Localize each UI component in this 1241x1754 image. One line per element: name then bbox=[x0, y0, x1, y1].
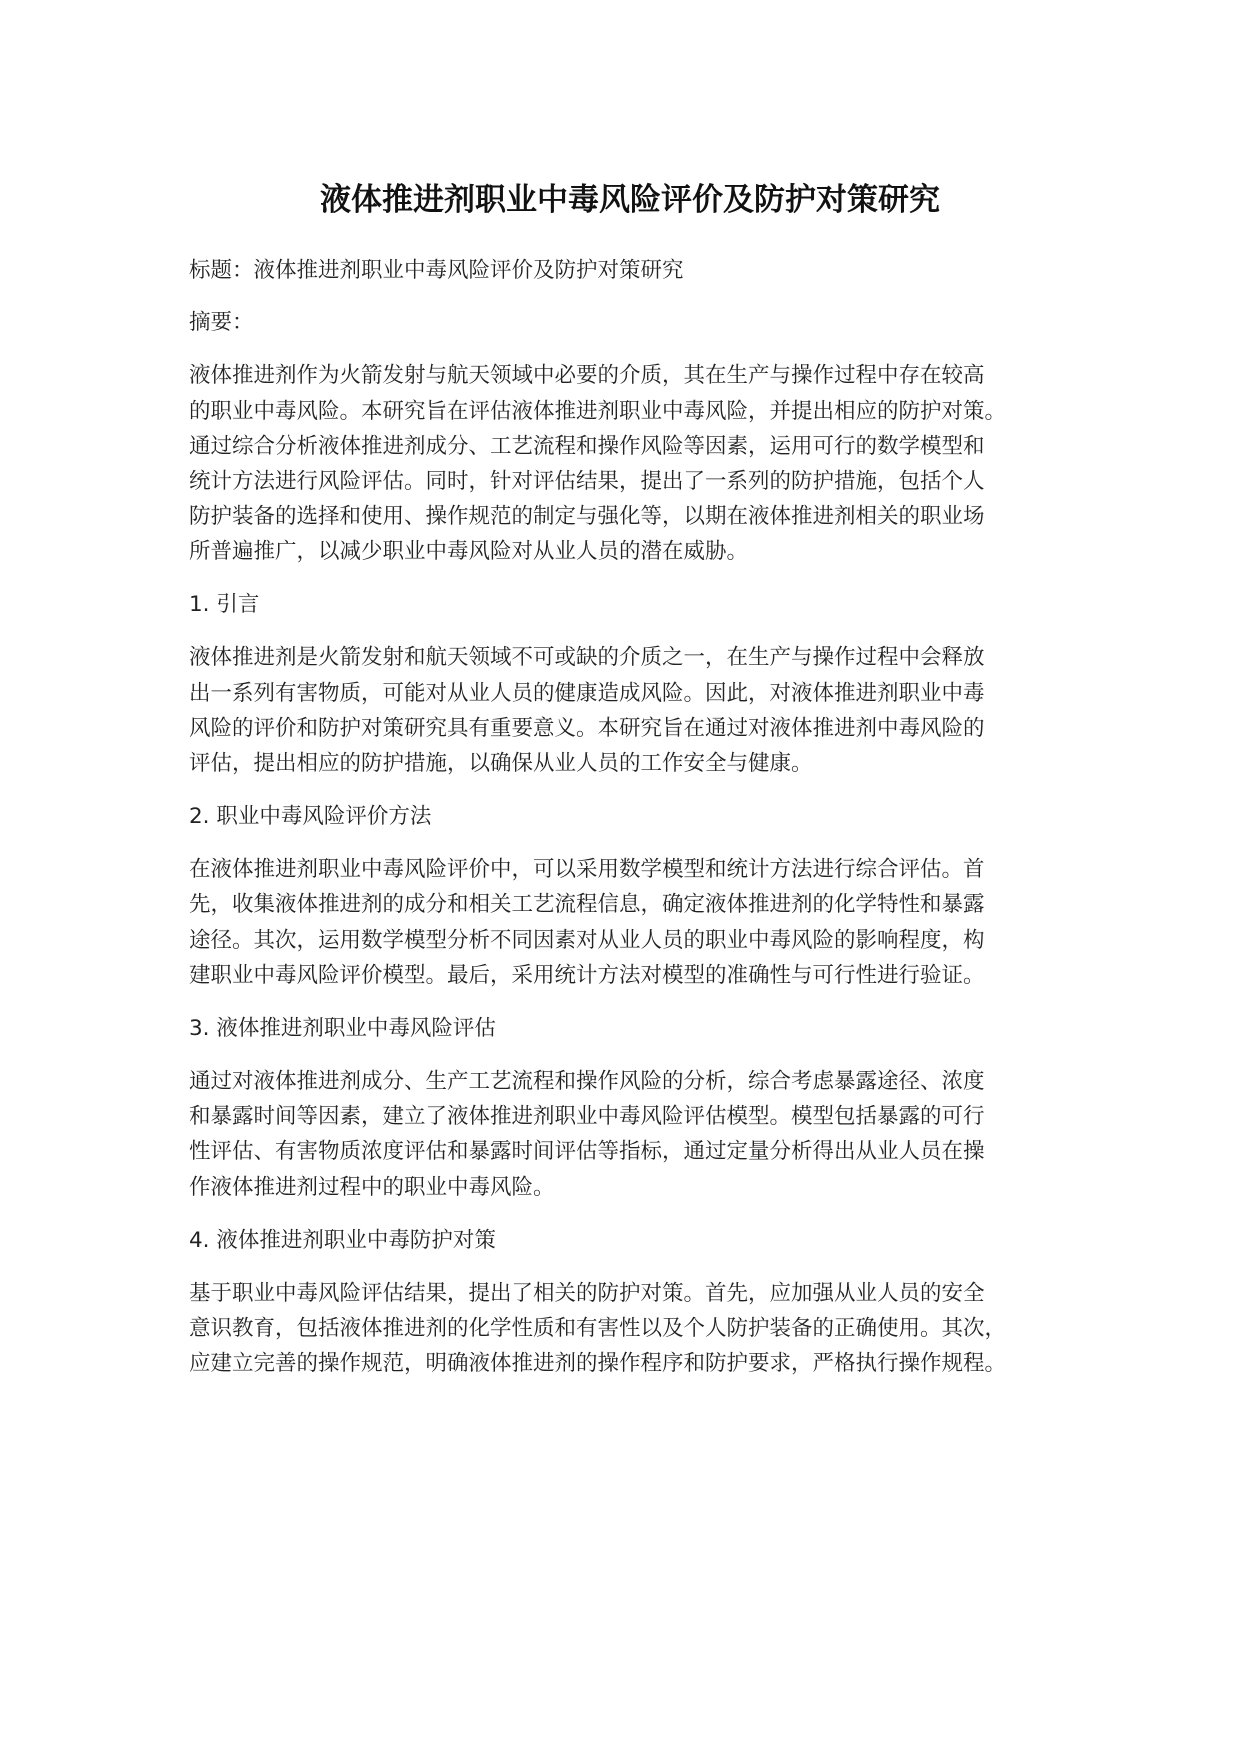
section-heading: 2. 职业中毒风险评价方法 bbox=[189, 804, 432, 829]
paragraph-line: 作液体推进剂过程中的职业中毒风险。 bbox=[189, 1175, 555, 1200]
abstract-label: 摘要： bbox=[189, 310, 254, 335]
paragraph-line: 统计方法进行风险评估。同时，针对评估结果，提出了一系列的防护措施，包括个人 bbox=[189, 469, 985, 494]
paragraph-line: 所普遍推广，以减少职业中毒风险对从业人员的潜在威胁。 bbox=[189, 539, 749, 564]
paragraph-line: 防护装备的选择和使用、操作规范的制定与强化等，以期在液体推进剂相关的职业场 bbox=[189, 504, 985, 529]
paragraph-line: 性评估、有害物质浓度评估和暴露时间评估等指标，通过定量分析得出从业人员在操 bbox=[189, 1139, 985, 1164]
paragraph-line: 建职业中毒风险评价模型。最后，采用统计方法对模型的准确性与可行性进行验证。 bbox=[189, 963, 985, 988]
paragraph-line: 液体推进剂作为火箭发射与航天领域中必要的介质，其在生产与操作过程中存在较高 bbox=[189, 363, 985, 388]
section-heading: 4. 液体推进剂职业中毒防护对策 bbox=[189, 1228, 496, 1253]
paragraph-line: 风险的评价和防护对策研究具有重要意义。本研究旨在通过对液体推进剂中毒风险的 bbox=[189, 716, 985, 741]
paragraph-line: 和暴露时间等因素，建立了液体推进剂职业中毒风险评估模型。模型包括暴露的可行 bbox=[189, 1104, 985, 1129]
paragraph-line: 在液体推进剂职业中毒风险评价中，可以采用数学模型和统计方法进行综合评估。首 bbox=[189, 857, 985, 882]
paragraph-line: 应建立完善的操作规范，明确液体推进剂的操作程序和防护要求，严格执行操作规程。 bbox=[189, 1351, 1007, 1376]
paragraph-line: 先，收集液体推进剂的成分和相关工艺流程信息，确定液体推进剂的化学特性和暴露 bbox=[189, 892, 985, 917]
paragraph-line: 意识教育，包括液体推进剂的化学性质和有害性以及个人防护装备的正确使用。其次， bbox=[189, 1316, 1007, 1341]
paragraph-line: 途径。其次，运用数学模型分析不同因素对从业人员的职业中毒风险的影响程度，构 bbox=[189, 928, 985, 953]
paragraph-line: 通过综合分析液体推进剂成分、工艺流程和操作风险等因素，运用可行的数学模型和 bbox=[189, 434, 985, 459]
paragraph-line: 的职业中毒风险。本研究旨在评估液体推进剂职业中毒风险，并提出相应的防护对策。 bbox=[189, 399, 1007, 424]
section-heading: 1. 引言 bbox=[189, 592, 260, 617]
paragraph-line: 液体推进剂是火箭发射和航天领域不可或缺的介质之一，在生产与操作过程中会释放 bbox=[189, 645, 985, 670]
paragraph-line: 基于职业中毒风险评估结果，提出了相关的防护对策。首先，应加强从业人员的安全 bbox=[189, 1281, 985, 1306]
paragraph-line: 出一系列有害物质，可能对从业人员的健康造成风险。因此，对液体推进剂职业中毒 bbox=[189, 681, 985, 706]
paragraph-line: 通过对液体推进剂成分、生产工艺流程和操作风险的分析，综合考虑暴露途径、浓度 bbox=[189, 1069, 985, 1094]
section-heading: 3. 液体推进剂职业中毒风险评估 bbox=[189, 1016, 496, 1041]
title-line: 标题：液体推进剂职业中毒风险评价及防护对策研究 bbox=[189, 258, 684, 283]
document-title: 液体推进剂职业中毒风险评价及防护对策研究 bbox=[320, 182, 940, 218]
paragraph-line: 评估，提出相应的防护措施，以确保从业人员的工作安全与健康。 bbox=[189, 751, 813, 776]
